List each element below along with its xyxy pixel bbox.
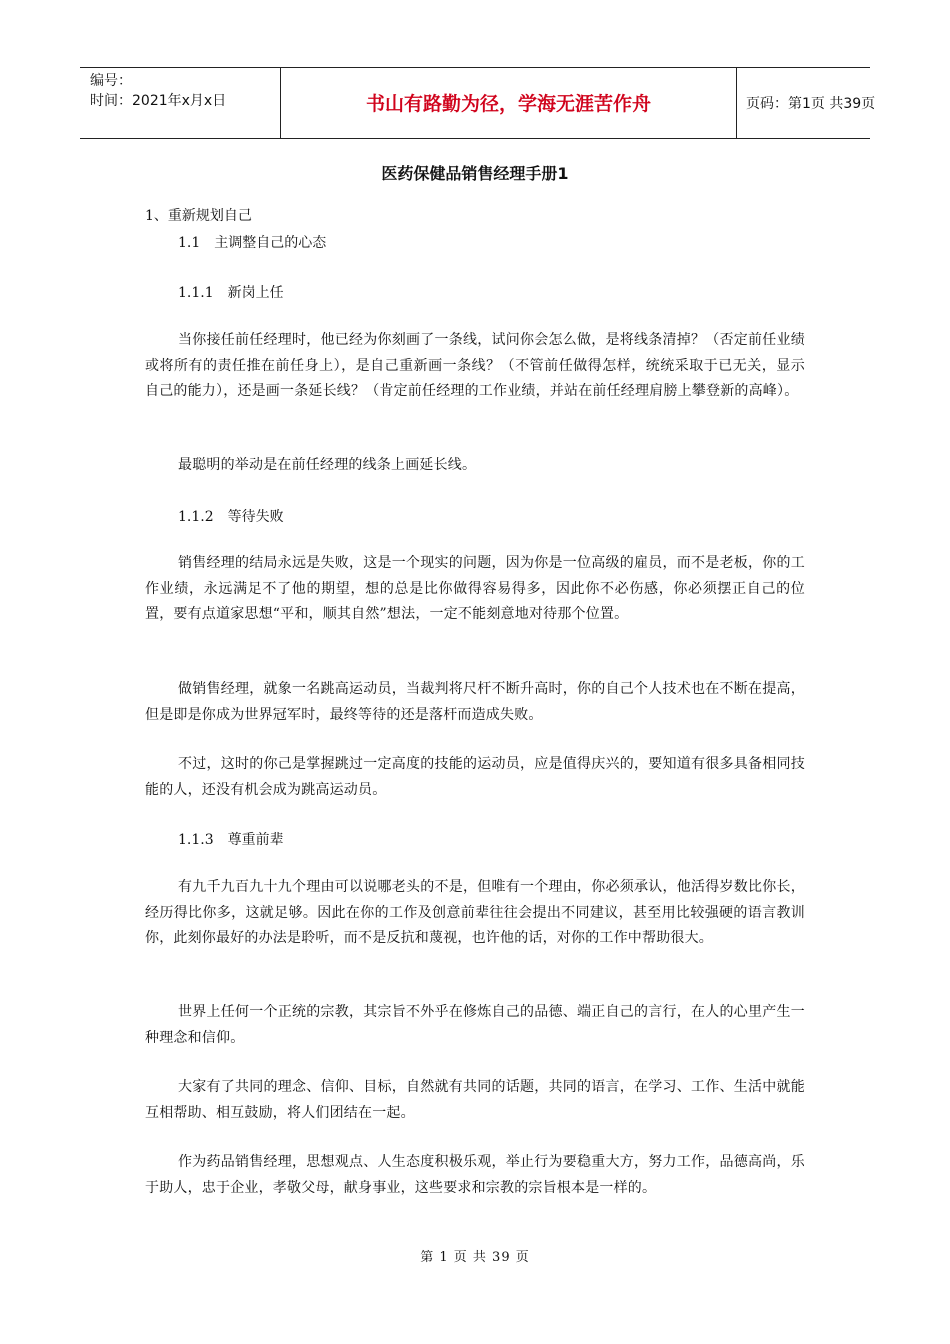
paragraph: 当你接任前任经理时，他已经为你刻画了一条线，试问你会怎么做，是将线条清掉？（否定前任业绩或将所有的责任推在前任身上），是自己重新画一条线？（不管前任做得怎样，统统采取于已无关，显示自己的能力），还是画一条延长线？（肯定前任经理的工作业绩，并站在前任经理肩膀上攀登新的高峰）。 [145, 332, 805, 399]
heading-level-2: 1.1 主调整自己的心态 [178, 235, 327, 251]
paragraph: 有九千九百九十九个理由可以说哪老头的不是，但唯有一个理由，你必须承认，他活得岁数比你长，经历得比你多，这就足够。因此在你的工作及创意前辈往往会提出不同建议，甚至用比较强硬的语言教训你，此刻你最好的办法是聆听，而不是反抗和蔑视，也许他的话，对你的工作中帮助很大。 [145, 879, 805, 946]
paragraph: 最聪明的举动是在前任经理的线条上画延长线。 [178, 457, 477, 473]
date-label: 时间：2021年x月x日 [90, 93, 227, 109]
paragraph: 作为药品销售经理，思想观点、人生态度积极乐观，举止行为要稳重大方，努力工作，品德高尚，乐于助人，忠于企业，孝敬父母，献身事业，这些要求和宗教的宗旨根本是一样的。 [145, 1154, 805, 1196]
heading-level-1: 1、重新规划自己 [145, 208, 252, 224]
header-page-info: 页码：第1页 共39页 [746, 96, 876, 112]
heading-level-3: 1.1.2 等待失败 [178, 509, 284, 525]
serial-number-label: 编号： [90, 73, 132, 89]
heading-level-3: 1.1.3 尊重前辈 [178, 832, 284, 848]
header-page-cell [736, 68, 876, 138]
document-title: 医药保健品销售经理手册1 [381, 164, 569, 183]
paragraph: 世界上任何一个正统的宗教，其宗旨不外乎在修炼自己的品德、端正自己的言行，在人的心里产生一种理念和信仰。 [145, 1004, 805, 1046]
paragraph: 做销售经理，就象一名跳高运动员，当裁判将尺杆不断升高时，你的自己个人技术也在不断在提高，但是即是你成为世界冠军时，最终等待的还是落杆而造成失败。 [145, 681, 805, 723]
heading-level-3: 1.1.1 新岗上任 [178, 285, 284, 301]
motto-text: 书山有路勤为径，学海无涯苦作舟 [365, 93, 651, 115]
page-footer: 第 1 页 共 39 页 [420, 1250, 530, 1265]
document-header [80, 67, 876, 139]
paragraph: 销售经理的结局永远是失败，这是一个现实的问题，因为你是一位高级的雇员，而不是老板，你的工作业绩，永远满足不了他的期望，想的总是比你做得容易得多，因此你不必伤感，你必须摆正自己的位置，要有点道家思想“平和，顺其自然”想法，一定不能刻意地对待那个位置。 [145, 555, 805, 622]
paragraph: 不过，这时的你己是掌握跳过一定高度的技能的运动员，应是值得庆兴的，要知道有很多具备相同技能的人，还没有机会成为跳高运动员。 [145, 756, 805, 798]
paragraph: 大家有了共同的理念、信仰、目标，自然就有共同的话题，共同的语言，在学习、工作、生活中就能互相帮助、相互鼓励，将人们团结在一起。 [145, 1079, 805, 1121]
header-motto-cell [280, 68, 737, 138]
header-meta-cell [80, 68, 280, 138]
